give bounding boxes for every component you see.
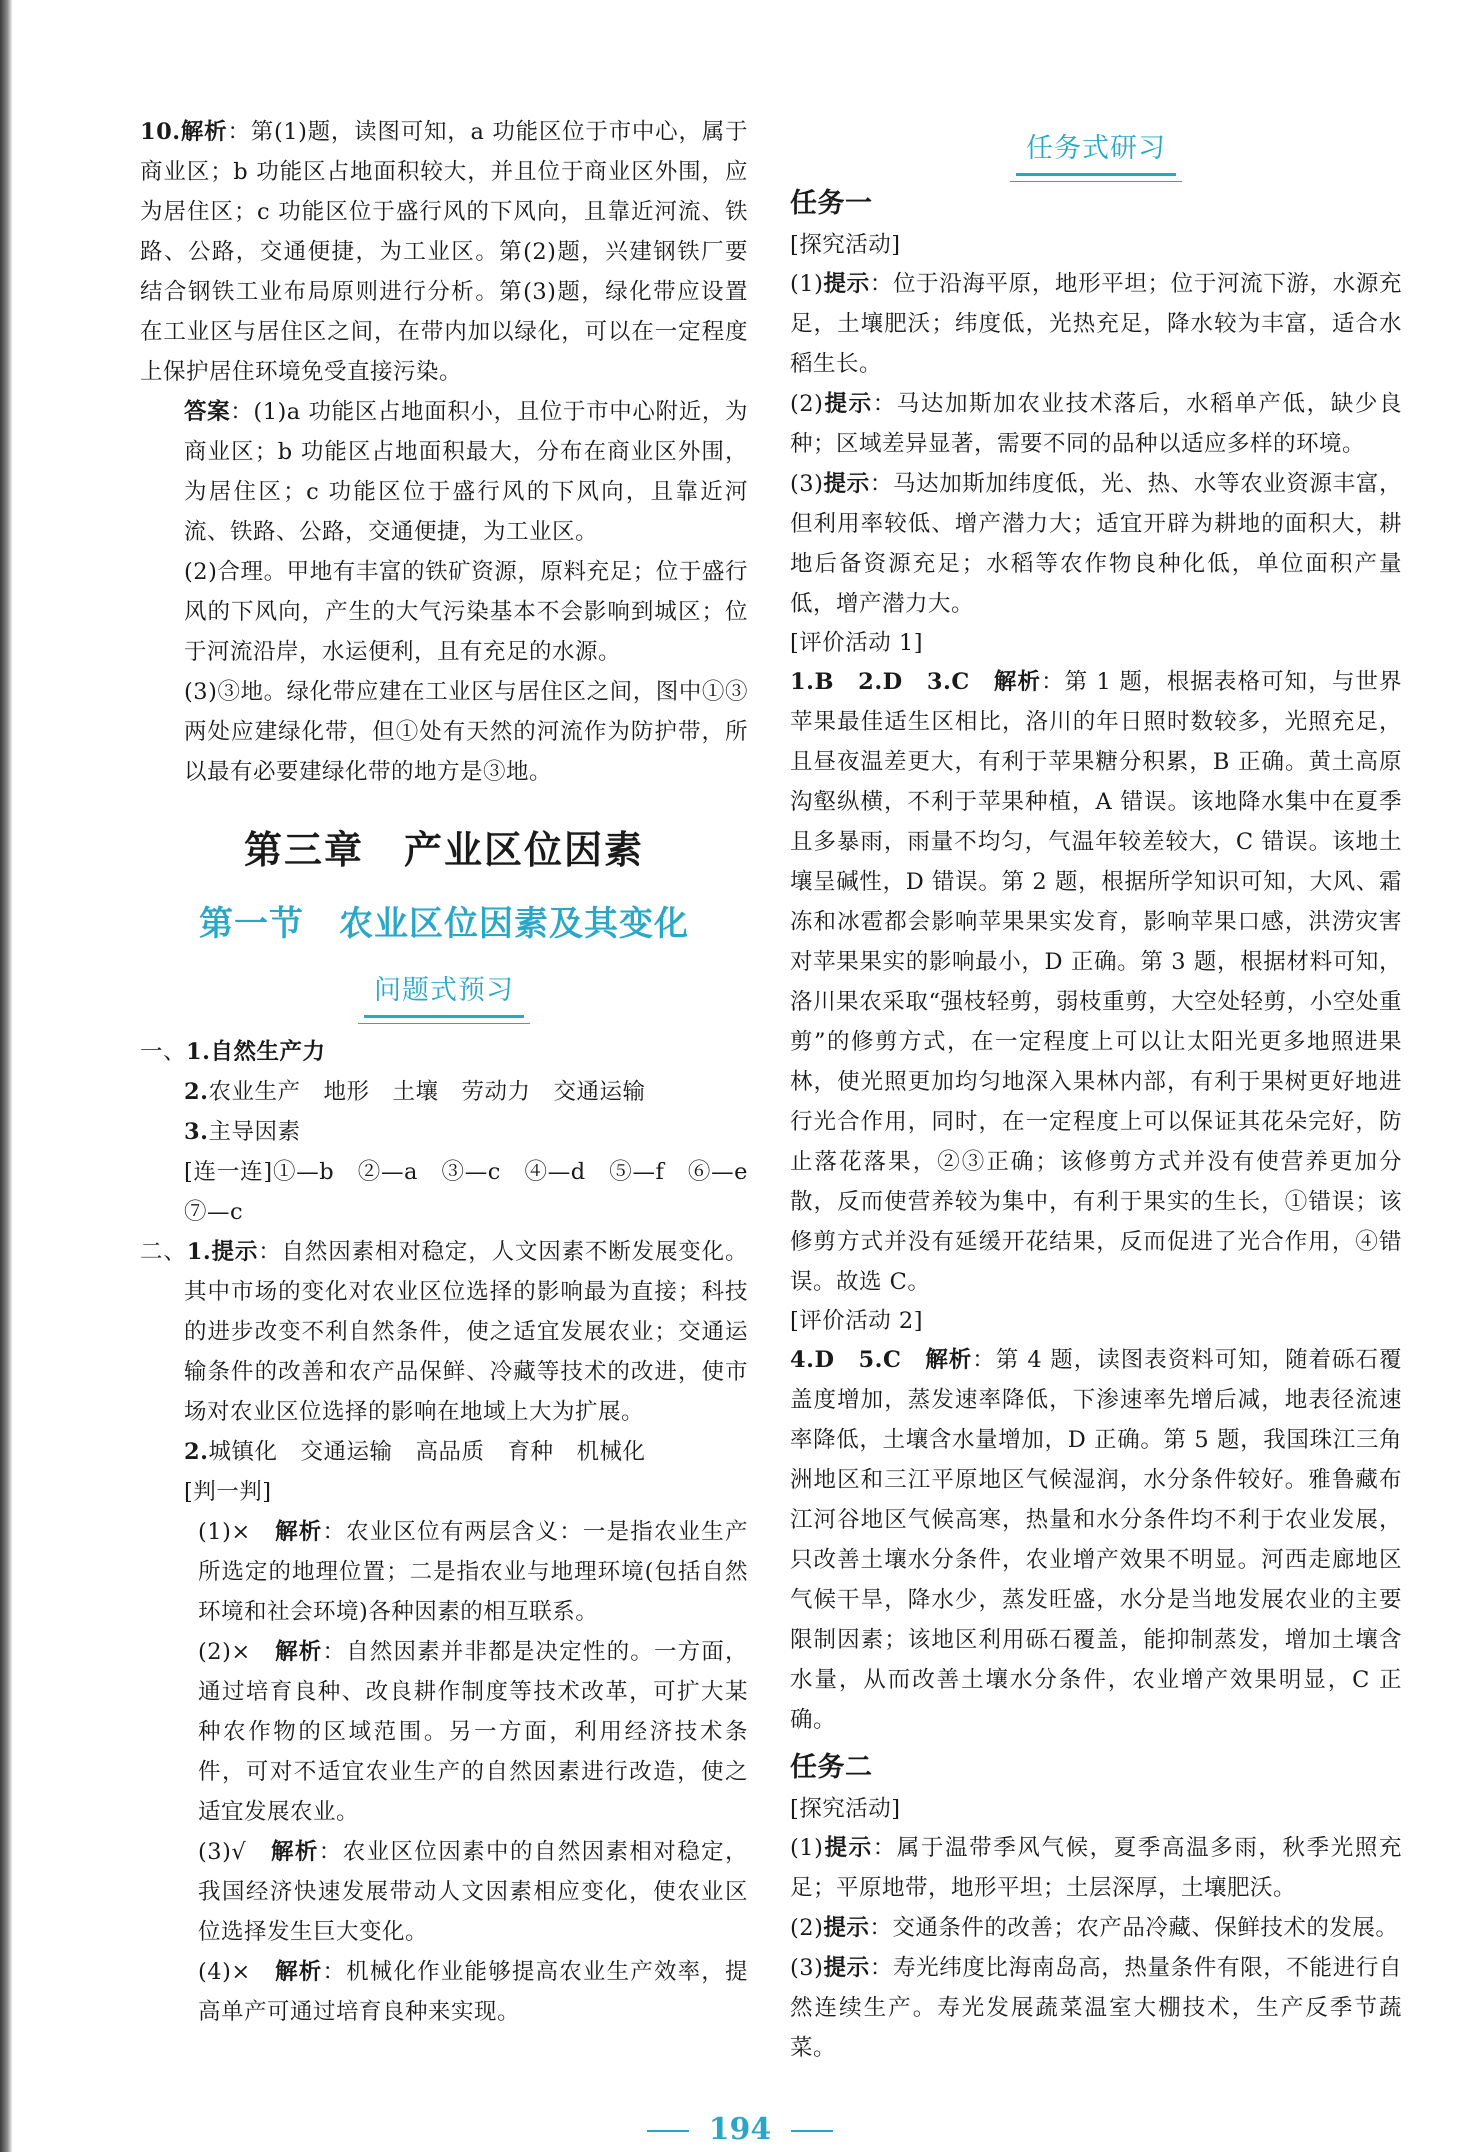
eval2-explanation: 4.D 5.C 解析：第 4 题，读图表资料可知，随着砾石覆盖度增加，蒸发速率降低，下渗速率先增后减，地表径流速率降低，土壤含水量增加，D 正确。第 5 题，我国珠江三角洲地区和三江平原地区气候湿润，水分条件较好。雅鲁藏布江河谷地区气候高寒，热量和水分条件均不利于农业发展，只改善土壤水分条件，农业增产效果不明显。河西走廊地区气候干旱，降水少，蒸发旺盛，水分是当地发展农业的主要限制因素；该地区利用砾石覆盖，能抑制蒸发，增加土壤含水量，从而改善土壤水分条件，农业增产效果明显，C 正确。 — [790, 1347, 1402, 1733]
part-two-item-1: 二、1.提示：自然因素相对稳定，人文因素不断发展变化。其中市场的变化对农业区位选择的影响最为直接；科技的进步改变不利自然条件，使之适宜发展农业；交通运输条件的改善和农产品保鲜、冷藏等技术的改进，使市场对农业区位选择的影响在地域上大为扩展。 — [140, 1239, 748, 1425]
eval-activity-1-tag: [评价活动 1] — [790, 630, 924, 656]
explore2-item-2: (2)提示：交通条件的改善；农产品冷藏、保鲜技术的发展。 — [790, 1915, 1399, 1941]
q10-explanation: 10.解析：第(1)题，读图可知，a 功能区位于市中心，属于商业区；b 功能区占地面积较大，并且位于商业区外围，应为居住区；c 功能区位于盛行风的下风向，且靠近河流、铁路、公路，交通便捷，为工业区。第(2)题，兴建钢铁厂要结合钢铁工业布局原则进行分析。第(3)题，绿化带应设置在工业区与居住区之间，在带内加以绿化，可以在一定程度上保护居住环境免受直接污染。 — [140, 119, 748, 385]
chapter-title: 第三章 产业区位因素 — [243, 827, 644, 872]
explore2-item-3: (3)提示：寿光纬度比海南岛高，热量条件有限，不能进行自然连续生产。寿光发展蔬菜温室大棚技术，生产反季节蔬菜。 — [790, 1955, 1402, 2061]
judge-item-1: (1)× 解析：农业区位有两层含义：一是指农业生产所选定的地理位置；二是指农业与地理环境(包括自然环境和社会环境)各种因素的相互联系。 — [198, 1519, 748, 1625]
task-study-banner: 任务式研习 — [790, 130, 1402, 176]
link-matching: [连一连]①—b ②—a ③—c ④—d ⑤—f ⑥—e ⑦—c — [184, 1159, 772, 1225]
task-one-title: 任务一 — [790, 188, 873, 219]
explore-activity-2-tag: [探究活动] — [790, 1796, 901, 1822]
judge-item-2: (2)× 解析：自然因素并非都是决定性的。一方面，通过培育良种、改良耕作制度等技术改革，可扩大某种农作物的区域范围。另一方面，利用经济技术条件，可对不适宜农业生产的自然因素进行改造，使之适宜发展农业。 — [198, 1639, 748, 1825]
explore1-item-2: (2)提示：马达加斯加农业技术落后，水稻单产低，缺少良种；区域差异显著，需要不同的品种以适应多样的环境。 — [790, 391, 1402, 457]
part-one-item-3: 3.主导因素 — [184, 1119, 301, 1145]
judge-item-4: (4)× 解析：机械化作业能够提高农业生产效率，提高单产可通过培育良种来实现。 — [198, 1959, 748, 2025]
page-number: 194 — [708, 2112, 772, 2147]
judge-item-3: (3)√ 解析：农业区位因素中的自然因素相对稳定，我国经济快速发展带动人文因素相应变化，使农业区位选择发生巨大变化。 — [198, 1839, 748, 1945]
explore1-item-1: (1)提示：位于沿海平原，地形平坦；位于河流下游，水源充足，土壤肥沃；纬度低，光热充足，降水较为丰富，适合水稻生长。 — [790, 271, 1402, 377]
part-two-item-2: 2.城镇化 交通运输 高品质 育种 机械化 — [184, 1439, 646, 1465]
eval1-explanation: 1.B 2.D 3.C 解析：第 1 题，根据表格可知，与世界苹果最佳适生区相比，洛川的年日照时数较多，光照充足，且昼夜温差更大，有利于苹果糖分积累，B 正确。黄土高原沟壑纵横，不利于苹果种植，A 错误。该地降水集中在夏季且多暴雨，雨量不均匀，气温年较差较大，C 错误。该地土壤呈碱性，D 错误。第 2 题，根据所学知识可知，大风、霜冻和冰雹都会影响苹果果实发育，影响苹果口感，洪涝灾害对苹果果实的影响最小，D 正确。第 3 题，根据材料可知，洛川果农采取“强枝轻剪，弱枝重剪，大空处轻剪，小空处重剪”的修剪方式，在一定程度上可以让太阳光更多地照进果林，使光照更加均匀地深入果林内部，有利于果树更好地进行光合作用，同时，在一定程度上可以保证其花朵完好，防止落花落果，②③正确；该修剪方式并没有使营养更加分散，反而使营养较为集中，有利于果实的生长，①错误；该修剪方式并没有延缓开花结果，反而促进了光合作用，④错误。故选 C。 — [790, 669, 1402, 1295]
book-spine-shadow — [0, 0, 12, 2152]
explore1-item-3: (3)提示：马达加斯加纬度低，光、热、水等农业资源丰富，但利用率较低、增产潜力大；适宜开辟为耕地的面积大，耕地后备资源充足；水稻等农作物良种化低，单位面积产量低，增产潜力大。 — [790, 471, 1402, 617]
explore2-item-1: (1)提示：属于温带季风气候，夏季高温多雨，秋季光照充足；平原地带，地形平坦；土层深厚，土壤肥沃。 — [790, 1835, 1402, 1901]
task-two-title: 任务二 — [790, 1752, 873, 1783]
eval-activity-2-tag: [评价活动 2] — [790, 1308, 924, 1334]
footer-dash-right — [791, 2130, 833, 2132]
answer-part-2: (2)合理。甲地有丰富的铁矿资源，原料充足；位于盛行风的下风向，产生的大气污染基本不会影响到城区；位于河流沿岸，水运便利，且有充足的水源。 — [184, 559, 748, 665]
part-one-item-1: 一、1.自然生产力 — [140, 1039, 326, 1065]
page-footer — [0, 2110, 1480, 2150]
explore-activity-tag: [探究活动] — [790, 232, 901, 258]
part-one-item-2: 2.农业生产 地形 土壤 劳动力 交通运输 — [184, 1079, 646, 1105]
footer-dash-left — [647, 2130, 689, 2132]
preview-banner: 问题式预习 — [140, 972, 748, 1018]
section-title: 第一节 农业区位因素及其变化 — [199, 904, 689, 944]
left-column — [140, 112, 772, 2032]
judge-heading: [判一判] — [184, 1479, 272, 1505]
answer-part-1: 答案：(1)a 功能区占地面积小，且位于市中心附近，为商业区；b 功能区占地面积最大，分布在商业区外围，为居住区；c 功能区位于盛行风的下风向，且靠近河流、铁路、公路，交通便捷，为工业区。 — [184, 399, 748, 545]
answer-part-3: (3)③地。绿化带应建在工业区与居住区之间，图中①③两处应建绿化带，但①处有天然的河流作为防护带，所以最有必要建绿化带的地方是③地。 — [184, 679, 748, 785]
right-column — [790, 128, 1402, 2068]
